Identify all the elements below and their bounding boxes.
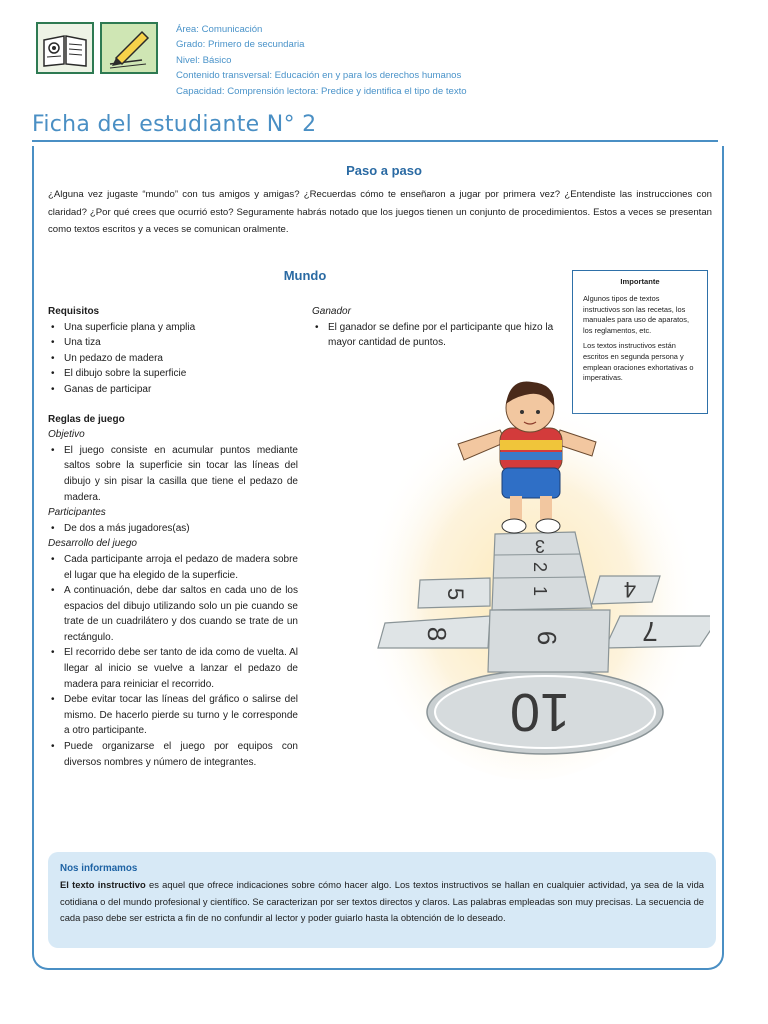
section-title-mundo: Mundo <box>283 268 327 283</box>
title-divider <box>32 140 718 142</box>
pencil-writing-icon <box>100 22 158 74</box>
ganador-list <box>312 320 562 351</box>
open-book-icon <box>36 22 94 74</box>
list-item: • Debe evitar tocar las líneas del gráfico o salirse del mismo. De hacerlo pierde su turno y le corresponde a otro participante. <box>48 692 298 739</box>
list-item: • A continuación, debe dar saltos en cada uno de los espacios del dibujo utilizando solo un pie cuando se trate de un cuadrilátero y dos cuando se trate de un rectángulo. <box>48 583 298 645</box>
list-item: • Cada participante arroja el pedazo de madera sobre el lugar que ha elegido de la superficie. <box>48 552 298 583</box>
hopscotch-number: 6 <box>532 630 562 646</box>
hopscotch-number: 10 <box>509 682 571 742</box>
contenido-line: Contenido transversal: Educación en y para los derechos humanos <box>176 70 462 82</box>
importante-paragraph: Algunos tipos de textos instructivos son las recetas, los manuales para uso de aparatos, los reglamentos, etc. <box>583 293 690 336</box>
list-item: • Puede organizarse el juego por equipos con diversos nombres y número de integrantes. <box>48 739 298 770</box>
list-item: • El dibujo sobre la superficie <box>48 366 298 382</box>
nos-informamos-title: Nos informamos <box>60 863 138 874</box>
objetivo-list <box>48 443 298 505</box>
definition-text: es aquel que ofrece indicaciones sobre cómo hacer algo. Los textos instructivos se hallan en cualquier actividad, ya sea de la vida cotidiana o del mundo profesional y científico. Se caracterizan por ser textos directos y claros. Las palabras empleadas son muy precisas. La secuencia de cada paso debe ser estricta a fin de no confundir al lector y poder guiarlo hasta la obtención de lo deseado. <box>60 879 704 924</box>
page-title: Ficha del estudiante N° 2 <box>32 112 317 137</box>
importante-title: Importante <box>620 277 660 286</box>
hopscotch-number: 4 <box>623 577 637 602</box>
objetivo-heading: Objetivo <box>48 429 85 441</box>
reglas-heading: Reglas de juego <box>48 413 125 425</box>
nos-informamos-box <box>48 852 716 948</box>
list-item: • El juego consiste en acumular puntos mediante saltos sobre la superficie sin tocar las líneas del dibujo y sin pisar la casilla que tiene el pedazo de madera. <box>48 443 298 505</box>
list-item: • Un pedazo de madera <box>48 351 298 367</box>
section-title-paso: Paso a paso <box>346 163 422 178</box>
participantes-list <box>48 521 298 537</box>
capacidad-line: Capacidad: Comprensión lectora: Predice y identifica el tipo de texto <box>176 85 467 97</box>
requisitos-list <box>48 320 298 398</box>
ganador-column <box>312 304 562 351</box>
nivel-line: Nivel: Básico <box>176 54 232 66</box>
hopscotch-number: 3 <box>534 536 546 556</box>
key-term: El texto instructivo <box>60 879 146 891</box>
rules-column <box>48 304 298 770</box>
list-item: • Ganas de participar <box>48 382 298 398</box>
hopscotch-number: 2 <box>530 561 550 573</box>
intro-paragraph: ¿Alguna vez jugaste “mundo” con tus amigos y amigas? ¿Recuerdas cómo te enseñaron a jugar por primera vez? ¿Entendiste las instrucciones con claridad? ¿Por qué crees que ocurrió esto? Seguramente habrás notado que los juegos tienen un conjunto de procedimientos. Estos a veces se presentan como textos escritos y a veces se comunican oralmente. <box>48 189 712 235</box>
area-line: Área: Comunicación <box>176 24 263 35</box>
hopscotch-number: 5 <box>443 587 468 601</box>
list-item: • Una superficie plana y amplia <box>48 320 298 336</box>
list-item: • El recorrido debe ser tanto de ida como de vuelta. Al llegar al inicio se vuelve a lanzar el pedazo de madera para reiniciar el recorrido. <box>48 645 298 692</box>
importante-paragraph: Los textos instructivos están escritos en segunda persona y emplean oraciones exhortativas o imperativas. <box>583 340 694 383</box>
list-item: • El ganador se define por el participante que hizo la mayor cantidad de puntos. <box>312 320 562 351</box>
hopscotch-number: 1 <box>530 585 550 597</box>
desarrollo-list <box>48 552 298 770</box>
participantes-heading: Participantes <box>48 507 106 519</box>
hopscotch-illustration <box>360 380 710 780</box>
nos-informamos-text <box>60 877 704 926</box>
ganador-heading: Ganador <box>312 306 351 317</box>
grado-line: Grado: Primero de secundaria <box>176 39 305 51</box>
desarrollo-heading: Desarrollo del juego <box>48 538 137 550</box>
list-item: • Una tiza <box>48 335 298 351</box>
hopscotch-number: 7 <box>642 616 658 647</box>
requisitos-heading: Requisitos <box>48 306 100 317</box>
course-metadata <box>176 22 616 99</box>
hopscotch-number: 8 <box>422 626 452 642</box>
list-item: • De dos a más jugadores(as) <box>48 521 298 537</box>
